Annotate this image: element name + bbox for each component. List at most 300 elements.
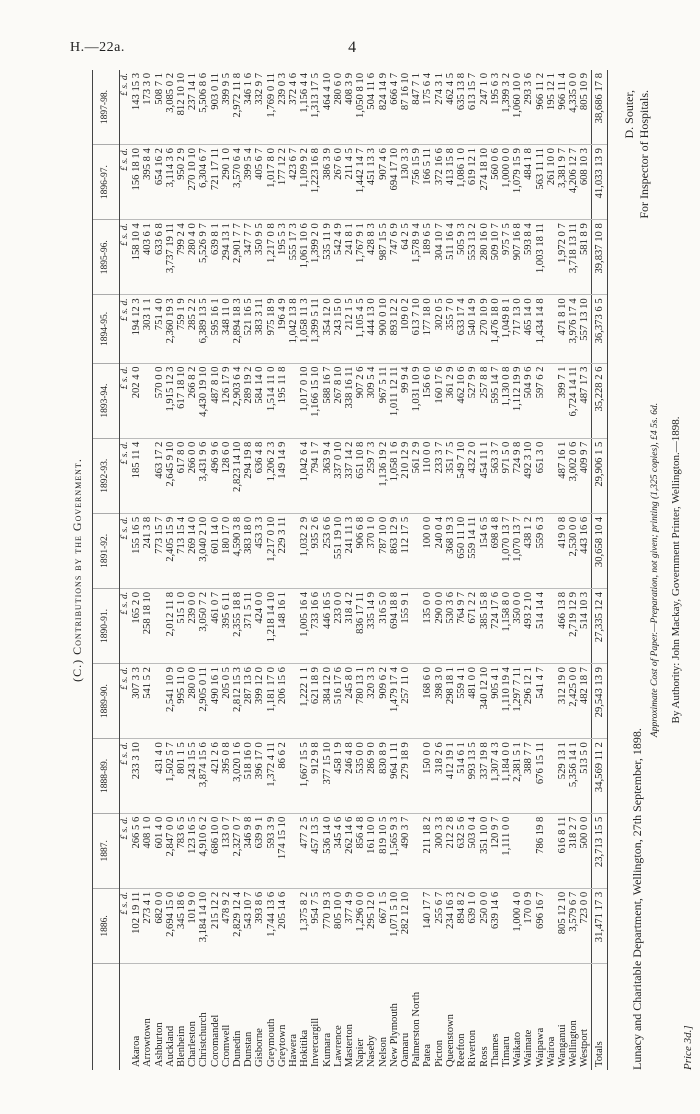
amount-cell: 431 4 0: [154, 739, 165, 814]
amount-cell: 4,430 19 10: [198, 363, 209, 438]
amount-cell: 274 3 1: [434, 70, 445, 145]
amount-cell: 1,079 15 9: [512, 145, 523, 220]
amount-cell: 1,972 0 7: [557, 220, 568, 295]
amount-cell: 123 16 5: [187, 813, 198, 888]
amount-cell: 109 0 2: [400, 295, 411, 363]
amount-cell: 462 10 6: [456, 363, 467, 438]
place-name-cell: Dunedin: [232, 1030, 244, 1067]
amount-cell: 724 17 6: [490, 588, 501, 663]
amount-cell: 240 0 4: [434, 513, 445, 588]
place-name-cell: Kumara: [321, 1032, 333, 1067]
amount-cell: 967 5 11: [378, 363, 389, 438]
amount-cell: 2,405 15 9: [165, 513, 176, 588]
amount-cell: 351 10 0: [479, 813, 490, 888]
amount-cell: 461 0 7: [210, 588, 221, 663]
place-name-cell: Timaru: [500, 1036, 512, 1067]
amount-cell: 751 4 0: [154, 295, 165, 363]
amount-cell: 1,769 0 11: [266, 70, 277, 145]
amount-cell: 273 4 1: [142, 888, 153, 963]
place-name-cell: Hokitika: [299, 1029, 311, 1067]
totals-row: [591, 70, 607, 1070]
amount-cell: 759 1 9: [176, 295, 187, 363]
amount-cell: 496 9 6: [210, 438, 221, 513]
amount-cell: 173 3 0: [142, 70, 153, 145]
amount-cell: [411, 513, 422, 588]
total-amount-cell: 35,228 2 6: [591, 363, 607, 438]
amount-cell: [411, 739, 422, 814]
column-header-year: 1889-90.: [93, 664, 120, 739]
table-row: [479, 70, 490, 1070]
amount-cell: 724 9 8: [512, 438, 523, 513]
amount-cell: [546, 363, 557, 438]
amount-cell: 280 0 0: [187, 664, 198, 739]
amount-cell: 805 12 10: [557, 888, 568, 963]
amount-cell: 239 0 3: [277, 70, 288, 145]
amount-cell: 385 15 8: [479, 588, 490, 663]
amount-cell: 332 9 7: [254, 70, 265, 145]
amount-cell: 905 4 1: [490, 664, 501, 739]
amount-cell: 4,590 3 8: [232, 513, 243, 588]
amount-cell: 148 16 1: [277, 588, 288, 663]
column-header-year: 1890-91.: [93, 588, 120, 663]
amount-cell: 557 13 10: [579, 295, 591, 363]
amount-cell: 559 6 3: [535, 513, 546, 588]
amount-cell: 345 4 6: [333, 813, 344, 888]
amount-cell: 1,112 19 9: [512, 363, 523, 438]
amount-cell: 408 1 0: [142, 813, 153, 888]
amount-cell: 509 10 7: [490, 220, 501, 295]
amount-cell: 1,399 5 11: [310, 295, 321, 363]
amount-cell: 195 5 3: [277, 220, 288, 295]
table-row: [254, 70, 265, 1070]
table-row: [210, 70, 221, 1070]
table-row: [535, 70, 546, 1070]
place-name-cell: Waipawa: [534, 1027, 546, 1067]
unit-cell: £ s. d.: [120, 145, 132, 220]
amount-cell: 3,114 3 6: [165, 145, 176, 220]
amount-cell: 274 18 10: [479, 145, 490, 220]
amount-cell: 241 8 1: [344, 220, 355, 295]
column-header-year: 1894-95.: [93, 295, 120, 363]
place-name-cell: Patea: [422, 1044, 434, 1067]
amount-cell: 863 12 9: [389, 513, 400, 588]
table-row: [277, 70, 288, 1070]
amount-cell: 290 1 0: [221, 145, 232, 220]
amount-cell: 446 16 5: [322, 588, 333, 663]
amount-cell: 1,744 13 6: [266, 888, 277, 963]
amount-cell: 335 14 9: [366, 588, 377, 663]
amount-cell: 280 16 0: [479, 220, 490, 295]
amount-cell: [288, 888, 299, 963]
amount-cell: 212 2 8: [445, 813, 456, 888]
place-name-cell: Naseby: [366, 1035, 378, 1067]
amount-cell: 247 1 0: [479, 70, 490, 145]
amount-cell: 1,217 0 8: [266, 220, 277, 295]
amount-cell: 1,184 0 0: [501, 739, 512, 814]
table-row: [131, 70, 142, 1070]
amount-cell: 1,578 9 4: [411, 220, 422, 295]
amount-cell: 773 15 7: [154, 513, 165, 588]
amount-cell: 250 0 0: [479, 888, 490, 963]
amount-cell: 383 3 11: [254, 295, 265, 363]
amount-cell: 682 0 0: [154, 888, 165, 963]
amount-cell: 347 7 7: [243, 220, 254, 295]
amount-cell: 458 1 9: [333, 739, 344, 814]
amount-cell: [512, 813, 523, 888]
amount-cell: 593 3 9: [266, 813, 277, 888]
column-header-year: 1887.: [93, 813, 120, 888]
amount-cell: 383 18 0: [243, 513, 254, 588]
amount-cell: 405 6 7: [254, 145, 265, 220]
amount-cell: 289 19 2: [243, 363, 254, 438]
amount-cell: [288, 739, 299, 814]
amount-cell: 511 16 4: [445, 220, 456, 295]
amount-cell: 536 14 0: [322, 813, 333, 888]
document-reference: H.—22a.: [70, 40, 125, 55]
amount-cell: 975 18 9: [266, 295, 277, 363]
amount-cell: 1,667 15 5: [299, 739, 310, 814]
amount-cell: 651 10 8: [355, 438, 366, 513]
amount-cell: 3,184 14 10: [198, 888, 209, 963]
amount-cell: 1,032 2 9: [299, 513, 310, 588]
amount-cell: [411, 813, 422, 888]
amount-cell: 166 5 11: [422, 145, 433, 220]
table-row: [557, 70, 568, 1070]
amount-cell: 2,905 0 11: [198, 664, 209, 739]
amount-cell: 514 14 4: [535, 588, 546, 663]
column-header-year: 1892-93.: [93, 438, 120, 513]
amount-cell: 432 2 0: [467, 438, 478, 513]
amount-cell: 290 0 0: [434, 588, 445, 663]
amount-cell: 5,526 9 7: [198, 220, 209, 295]
table-title: (C.) Contributions by the Government.: [70, 458, 84, 682]
amount-cell: 671 2 2: [467, 588, 478, 663]
amount-cell: 541 4 7: [535, 664, 546, 739]
amount-cell: 112 17 5: [400, 513, 411, 588]
amount-cell: [142, 739, 153, 814]
place-name-cell: Christchurch: [198, 1012, 210, 1067]
amount-cell: 514 6 1: [456, 739, 467, 814]
amount-cell: 100 0 0: [422, 513, 433, 588]
place-name-cell: Cromwell: [220, 1024, 232, 1067]
table-row: [434, 70, 445, 1070]
amount-cell: 350 0 0: [512, 588, 523, 663]
amount-cell: 613 15 7: [467, 70, 478, 145]
amount-cell: 2,694 15 0: [165, 888, 176, 963]
amount-cell: 294 19 8: [243, 438, 254, 513]
place-name-cell: Blenheim: [176, 1025, 188, 1067]
amount-cell: 619 12 1: [467, 145, 478, 220]
amount-cell: 6,304 6 7: [198, 145, 209, 220]
amount-cell: 780 13 1: [355, 664, 366, 739]
amount-cell: 174 15 10: [277, 813, 288, 888]
amount-cell: 1,181 17 0: [266, 664, 277, 739]
amount-cell: 756 15 9: [411, 145, 422, 220]
amount-cell: [411, 888, 422, 963]
amount-cell: 1,000 0 0: [501, 145, 512, 220]
page-header: [70, 36, 630, 60]
amount-cell: 551 19 10: [333, 513, 344, 588]
table-row: [411, 70, 422, 1070]
amount-cell: 686 10 0: [210, 813, 221, 888]
amount-cell: 723 0 0: [579, 888, 591, 963]
amount-cell: 5,506 8 6: [198, 70, 209, 145]
table-row: [322, 70, 333, 1070]
amount-cell: 258 18 10: [142, 588, 153, 663]
amount-cell: 593 8 4: [523, 220, 534, 295]
amount-cell: 154 6 5: [479, 513, 490, 588]
amount-cell: 1,442 14 7: [355, 145, 366, 220]
amount-cell: 372 16 6: [434, 145, 445, 220]
amount-cell: 1,060 10 0: [512, 70, 523, 145]
amount-cell: 160 17 6: [434, 363, 445, 438]
amount-cell: 302 0 5: [434, 295, 445, 363]
total-amount-cell: 36,373 6 5: [591, 295, 607, 363]
price-note: Price 3d.]: [682, 1025, 694, 1070]
amount-cell: 233 3 7: [434, 438, 445, 513]
amount-cell: 3,002 0 6: [568, 438, 579, 513]
place-name-cell: Wanganui: [556, 1024, 568, 1067]
place-name-cell: Greytown: [276, 1024, 288, 1067]
total-amount-cell: 41,033 13 9: [591, 145, 607, 220]
amount-cell: 99 9 4: [400, 363, 411, 438]
amount-cell: 2,972 11 8: [232, 70, 243, 145]
amount-cell: 733 16 6: [310, 588, 321, 663]
place-name-cell: Thames: [489, 1033, 501, 1067]
place-name-cell: Ross: [478, 1046, 490, 1067]
amount-cell: 490 3 7: [400, 813, 411, 888]
amount-cell: 555 17 3: [288, 220, 299, 295]
table-row: [232, 70, 243, 1070]
amount-cell: [288, 363, 299, 438]
unit-cell: £ s. d.: [120, 739, 132, 814]
amount-cell: 403 6 1: [142, 220, 153, 295]
amount-cell: 500 0 0: [579, 813, 591, 888]
amount-cell: 4,335 0 0: [568, 70, 579, 145]
table-row: [243, 70, 254, 1070]
amount-cell: 1,049 8 1: [501, 295, 512, 363]
amount-cell: 1,158 8 0: [501, 588, 512, 663]
amount-cell: 597 6 2: [535, 363, 546, 438]
place-name-cell: Nelson: [377, 1036, 389, 1067]
amount-cell: 3,976 17 4: [568, 295, 579, 363]
amount-cell: 1,017 0 10: [299, 363, 310, 438]
amount-cell: 893 12 2: [389, 295, 400, 363]
amount-cell: 1,042 13 8: [288, 295, 299, 363]
amount-cell: 368 19 3: [445, 513, 456, 588]
amount-cell: [288, 813, 299, 888]
amount-cell: 3,040 2 10: [198, 513, 209, 588]
amount-cell: 3,085 0 2: [165, 70, 176, 145]
amount-cell: 514 10 3: [579, 588, 591, 663]
amount-cell: 454 11 1: [479, 438, 490, 513]
amount-cell: 613 7 10: [411, 295, 422, 363]
amount-cell: 906 6 8: [355, 513, 366, 588]
amount-cell: 243 15 5: [187, 739, 198, 814]
amount-cell: 894 8 2: [456, 888, 467, 963]
amount-cell: 318 2 7: [568, 813, 579, 888]
amount-cell: 286 9 0: [366, 739, 377, 814]
amount-cell: 202 4 0: [131, 363, 142, 438]
amount-cell: 493 2 10: [523, 588, 534, 663]
amount-cell: 195 11 8: [277, 363, 288, 438]
unit-cell: £ s. d.: [120, 664, 132, 739]
amount-cell: 255 6 7: [434, 888, 445, 963]
amount-cell: 2,360 19 3: [165, 295, 176, 363]
amount-cell: 86 6 2: [277, 739, 288, 814]
amount-cell: 616 8 11: [557, 813, 568, 888]
amount-cell: 513 5 0: [579, 739, 591, 814]
amount-cell: 694 17 10: [389, 145, 400, 220]
amount-cell: 503 0 4: [467, 813, 478, 888]
amount-cell: 617 18 10: [176, 363, 187, 438]
amount-cell: [411, 664, 422, 739]
amount-cell: 126 17 9: [221, 363, 232, 438]
place-name-cell: Akaroa: [131, 1035, 143, 1067]
amount-cell: 320 3 3: [366, 664, 377, 739]
table-row: [512, 70, 523, 1070]
column-header-place: [93, 964, 120, 1071]
amount-cell: 639 9 1: [254, 813, 265, 888]
amount-cell: 786 19 8: [535, 813, 546, 888]
unit-cell: £ s. d.: [120, 70, 132, 145]
table-body: [120, 70, 592, 1070]
amount-cell: [546, 664, 557, 739]
amount-cell: 541 5 2: [142, 664, 153, 739]
amount-cell: 421 2 6: [210, 739, 221, 814]
amount-cell: 836 17 11: [355, 588, 366, 663]
amount-cell: 279 18 9: [400, 739, 411, 814]
amount-cell: 266 5 6: [131, 813, 142, 888]
amount-cell: 764 9 7: [456, 588, 467, 663]
amount-cell: 912 9 8: [310, 739, 321, 814]
amount-cell: 370 1 0: [366, 513, 377, 588]
amount-cell: 210 12 9: [400, 438, 411, 513]
amount-cell: 350 9 5: [254, 220, 265, 295]
amount-cell: 285 2 2: [187, 295, 198, 363]
amount-cell: 399 12 0: [254, 664, 265, 739]
table-row: [490, 70, 501, 1070]
amount-cell: 966 11 2: [535, 70, 546, 145]
amount-cell: 471 8 10: [557, 295, 568, 363]
amount-cell: 1,399 2 0: [310, 220, 321, 295]
amount-cell: 487 16 1: [557, 438, 568, 513]
amount-cell: 444 13 0: [366, 295, 377, 363]
amount-cell: 971 5 0: [501, 438, 512, 513]
amount-cell: 262 14 6: [344, 813, 355, 888]
table-row: [221, 70, 232, 1070]
amount-cell: [546, 888, 557, 963]
amount-cell: 180 17 0: [221, 513, 232, 588]
amount-cell: 1,476 18 0: [490, 295, 501, 363]
amount-cell: 399 5 4: [243, 145, 254, 220]
place-name-cell: Dunstan: [243, 1031, 255, 1067]
amount-cell: 698 4 8: [490, 513, 501, 588]
amount-cell: 3,050 7 2: [198, 588, 209, 663]
table-row: [299, 70, 310, 1070]
amount-cell: 87 16 10: [400, 70, 411, 145]
amount-cell: 632 5 6: [456, 813, 467, 888]
amount-cell: 133 0 7: [221, 813, 232, 888]
department-line: Lunacy and Charitable Department, Wellington, 27th September, 1898.: [630, 728, 644, 1070]
amount-cell: 504 9 6: [523, 363, 534, 438]
table-row: [198, 70, 209, 1070]
amount-cell: 372 4 6: [288, 70, 299, 145]
amount-cell: 490 16 1: [210, 664, 221, 739]
amount-cell: 2,425 0 0: [568, 664, 579, 739]
amount-cell: 128 6 0: [221, 438, 232, 513]
amount-cell: 130 3 3: [400, 145, 411, 220]
totals-label: Totals: [591, 964, 607, 1071]
amount-cell: 354 12 0: [322, 295, 333, 363]
amount-cell: 553 13 2: [467, 220, 478, 295]
unit-cell: [120, 964, 132, 1071]
amount-cell: 824 14 9: [378, 70, 389, 145]
amount-cell: 64 2 5: [400, 220, 411, 295]
place-name-cell: Masterton: [344, 1024, 356, 1067]
amount-cell: 463 17 2: [154, 438, 165, 513]
amount-cell: 211 4 5: [344, 145, 355, 220]
amount-cell: 246 4 8: [344, 739, 355, 814]
amount-cell: 492 3 10: [523, 438, 534, 513]
table-row: [445, 70, 456, 1070]
place-name-cell: Picton: [433, 1039, 445, 1067]
amount-cell: 515 1 0: [176, 588, 187, 663]
amount-cell: 243 15 0: [333, 295, 344, 363]
place-name-cell: Hawera: [288, 1034, 300, 1067]
amount-cell: [523, 813, 534, 888]
amount-cell: 4,206 12 7: [568, 145, 579, 220]
amount-cell: 3,570 6 4: [232, 145, 243, 220]
amount-cell: 563 3 7: [490, 438, 501, 513]
total-amount-cell: 23,713 15 5: [591, 813, 607, 888]
amount-cell: 465 14 0: [523, 295, 534, 363]
amount-cell: 907 16 8: [512, 220, 523, 295]
table-row: [579, 70, 591, 1070]
amount-cell: 794 1 7: [310, 438, 321, 513]
amount-cell: 5,356 14 1: [568, 739, 579, 814]
contributions-table: [92, 70, 608, 1070]
amount-cell: 1,111 0 0: [501, 813, 512, 888]
column-header-year: 1895-96.: [93, 220, 120, 295]
amount-cell: 487 8 10: [210, 363, 221, 438]
amount-cell: 909 6 2: [378, 664, 389, 739]
amount-cell: 257 8 8: [479, 363, 490, 438]
table-row: [523, 70, 534, 1070]
amount-cell: 261 10 0: [546, 145, 557, 220]
amount-cell: 694 18 8: [389, 588, 400, 663]
amount-cell: 907 4 6: [378, 145, 389, 220]
amount-cell: 6,389 13 5: [198, 295, 209, 363]
amount-cell: 316 5 0: [378, 588, 389, 663]
amount-cell: 337 0 10: [333, 438, 344, 513]
amount-cell: 241 11 3: [344, 513, 355, 588]
amount-cell: 399 9 5: [221, 70, 232, 145]
amount-cell: 964 1 11: [389, 739, 400, 814]
amount-cell: 318 2 6: [434, 739, 445, 814]
amount-cell: 371 5 11: [243, 588, 254, 663]
unit-cell: £ s. d.: [120, 295, 132, 363]
amount-cell: 280 6 0: [333, 70, 344, 145]
table-row: [142, 70, 153, 1070]
amount-cell: 312 19 0: [557, 664, 568, 739]
amount-cell: 1,017 8 0: [266, 145, 277, 220]
amount-cell: 542 4 9: [333, 220, 344, 295]
amount-cell: 1,070 13 7: [512, 513, 523, 588]
amount-cell: 812 10 10: [176, 70, 187, 145]
place-name-cell: Wellington: [568, 1020, 580, 1067]
amount-cell: 257 11 0: [400, 664, 411, 739]
